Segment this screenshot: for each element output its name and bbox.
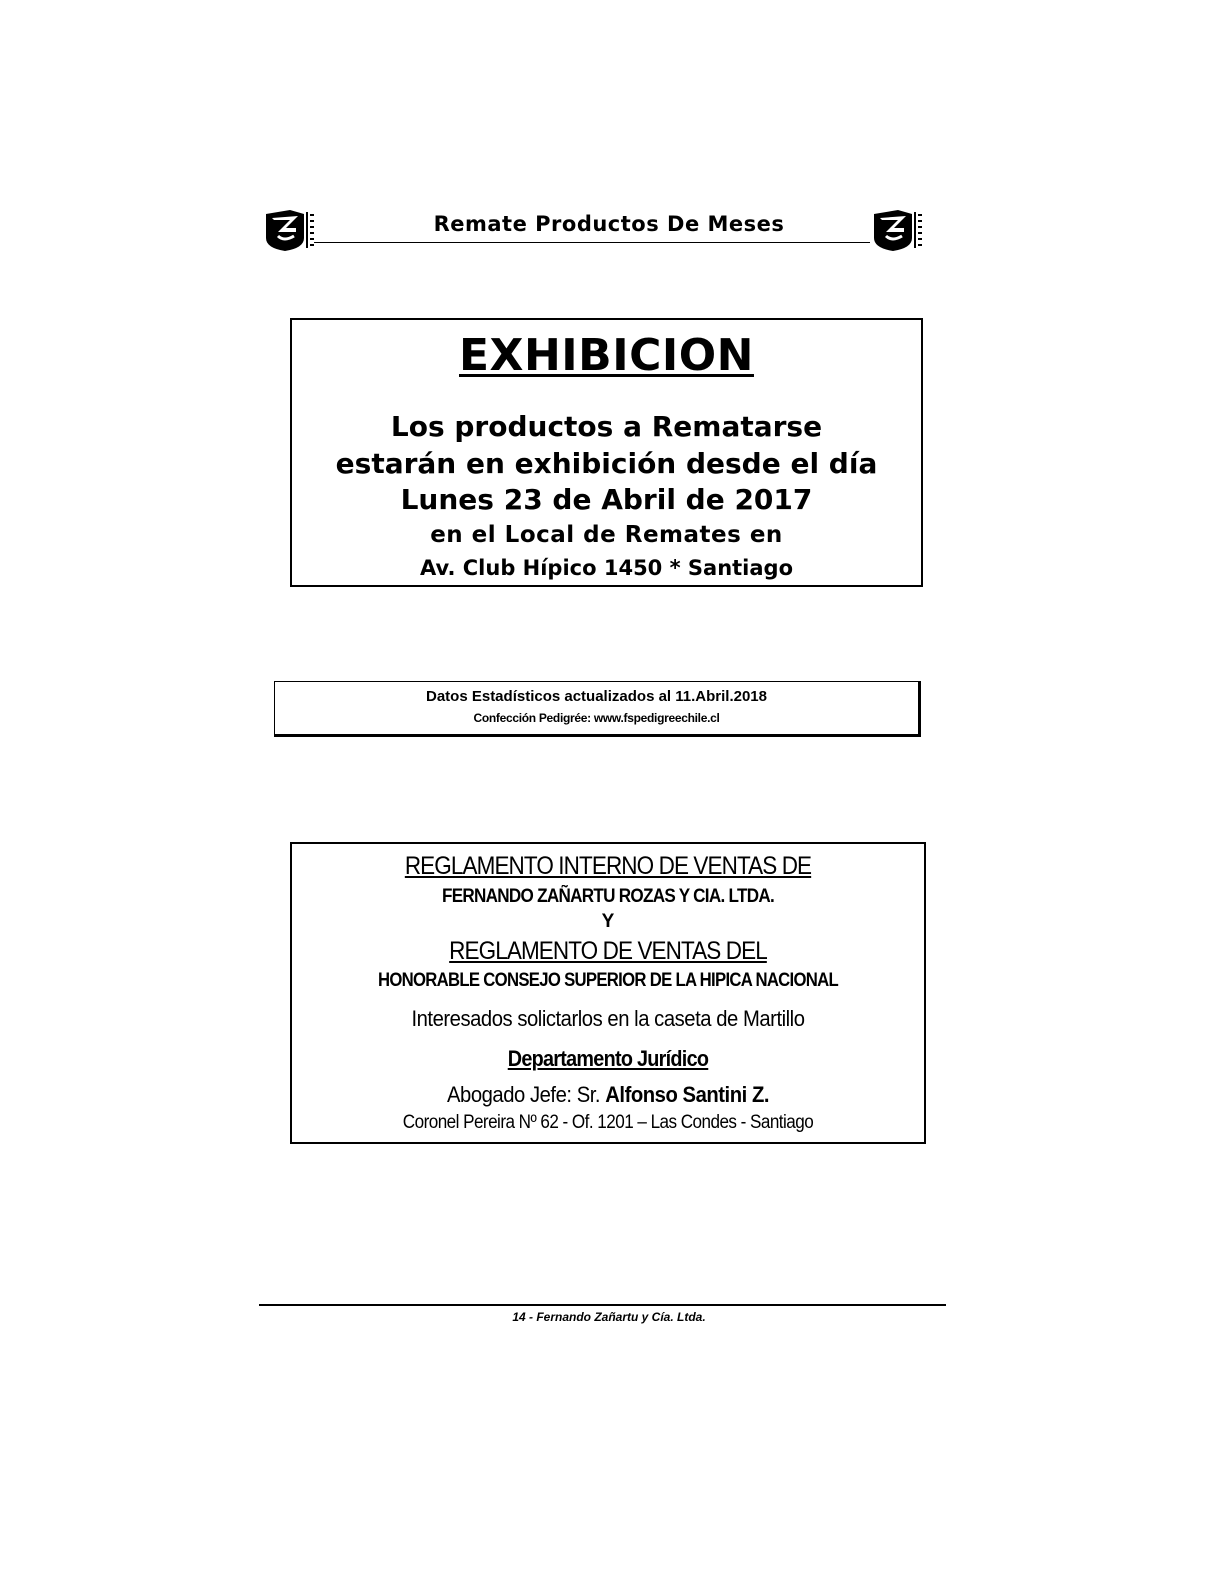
exhibition-location-label: en el Local de Remates en [430,522,783,548]
chief-lawyer-name: Alfonso Santini Z. [605,1082,770,1107]
council-name: HONORABLE CONSEJO SUPERIOR DE LA HIPICA NACIONAL [377,970,839,991]
regulations-box [290,842,926,1144]
page-header-title [314,212,904,236]
statistics-updated-text: Datos Estadísticos actualizados al 11.Abril.2018 [426,688,767,705]
exhibition-line-2: estarán en exhibición desde el día [335,447,878,480]
exhibition-address: Av. Club Hípico 1450 * Santiago [419,556,794,580]
chief-lawyer-line [317,1082,898,1108]
exhibition-date: Lunes 23 de Abril de 2017 [400,483,813,516]
page-footer: 14 - Fernando Zañartu y Cía. Ltda. [512,1310,706,1324]
chief-lawyer-label: Abogado Jefe: Sr. [446,1082,606,1107]
statistics-box [274,681,921,737]
logo-emblem-icon [262,208,318,252]
exhibition-title: EXHIBICION [459,330,754,381]
legal-department-heading: Departamento Jurídico [507,1046,709,1071]
header-title-text: Remate Productos De Meses [430,212,789,236]
footer-rule [259,1304,946,1306]
regulations-heading-1: REGLAMENTO INTERNO DE VENTAS DE [404,852,812,880]
legal-address: Coronel Pereira Nº 62 - Of. 1201 – Las Condes - Santiago [402,1112,814,1133]
conjunction-text: Y [601,911,615,932]
exhibition-box [290,318,923,587]
pedigree-credit-text: Confección Pedigrée: www.fspedigreechile.cl [473,711,720,725]
header-rule [314,242,870,243]
exhibition-line-1: Los productos a Rematarse [390,410,823,443]
company-name: FERNANDO ZAÑARTU ROZAS Y CIA. LTDA. [441,886,774,907]
request-instructions: Interesados solictarlos en la caseta de Martillo [411,1006,805,1031]
regulations-heading-2: REGLAMENTO DE VENTAS DEL [449,937,767,965]
company-logo-left [262,208,318,252]
